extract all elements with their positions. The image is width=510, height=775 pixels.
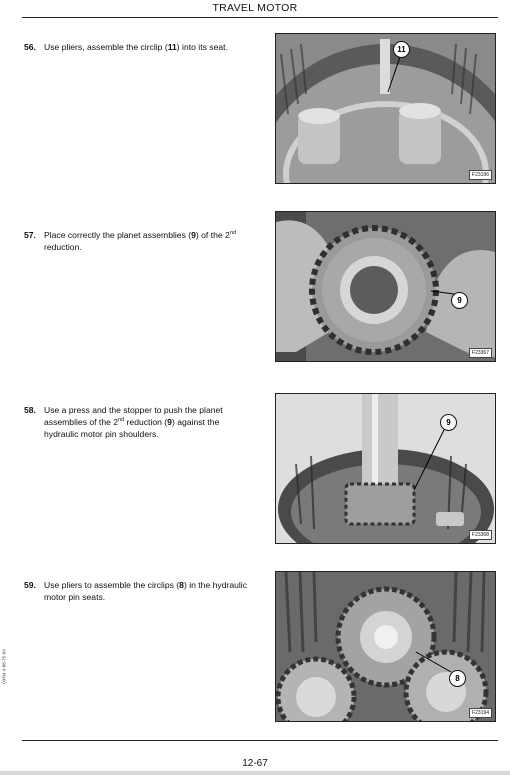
figure-circlips-8	[275, 571, 496, 722]
callout-9: 9	[451, 292, 468, 309]
step-number: 57.	[24, 230, 36, 240]
section-title: TRAVEL MOTOR	[212, 2, 298, 14]
bottom-band	[0, 771, 510, 775]
step-59	[24, 580, 250, 604]
figure-planet-assemblies	[275, 211, 496, 362]
step-text: Use a press and the stopper to push the planet assemblies of the 2nd reduction (9) against the hydraulic motor pin shoulders.	[44, 405, 223, 439]
side-document-code: 03/04 4-88-75-09	[1, 649, 7, 684]
figure-code: F23194	[469, 708, 492, 718]
figure-code: F23196	[469, 170, 492, 180]
photo-press-on-planet-gear	[276, 394, 495, 543]
step-57	[24, 230, 250, 254]
figure-code: F23367	[469, 348, 492, 358]
callout-11: 11	[393, 41, 410, 58]
step-58	[24, 405, 250, 440]
figure-press-stopper	[275, 393, 496, 544]
page-number: 12-67	[242, 758, 268, 769]
figure-code: F23368	[469, 530, 492, 540]
step-number: 58.	[24, 405, 36, 415]
step-text: Use pliers to assemble the circlips (8) in the hydraulic motor pin seats.	[44, 580, 248, 602]
footer-divider	[22, 740, 498, 741]
step-text: Use pliers, assemble the circlip (11) into its seat.	[44, 42, 228, 52]
header-divider	[22, 17, 498, 18]
figure-circlip-11	[275, 33, 496, 184]
photo-ring-gear-circlip	[276, 34, 495, 183]
step-text: Place correctly the planet assemblies (9) of the 2nd reduction.	[44, 230, 236, 252]
photo-circlips-on-pins	[276, 572, 495, 721]
step-number: 56.	[24, 42, 36, 52]
photo-planet-gear-in-hands	[276, 212, 495, 361]
callout-9: 9	[440, 414, 457, 431]
callout-8: 8	[449, 670, 466, 687]
step-number: 59.	[24, 580, 36, 590]
step-56	[24, 42, 250, 54]
